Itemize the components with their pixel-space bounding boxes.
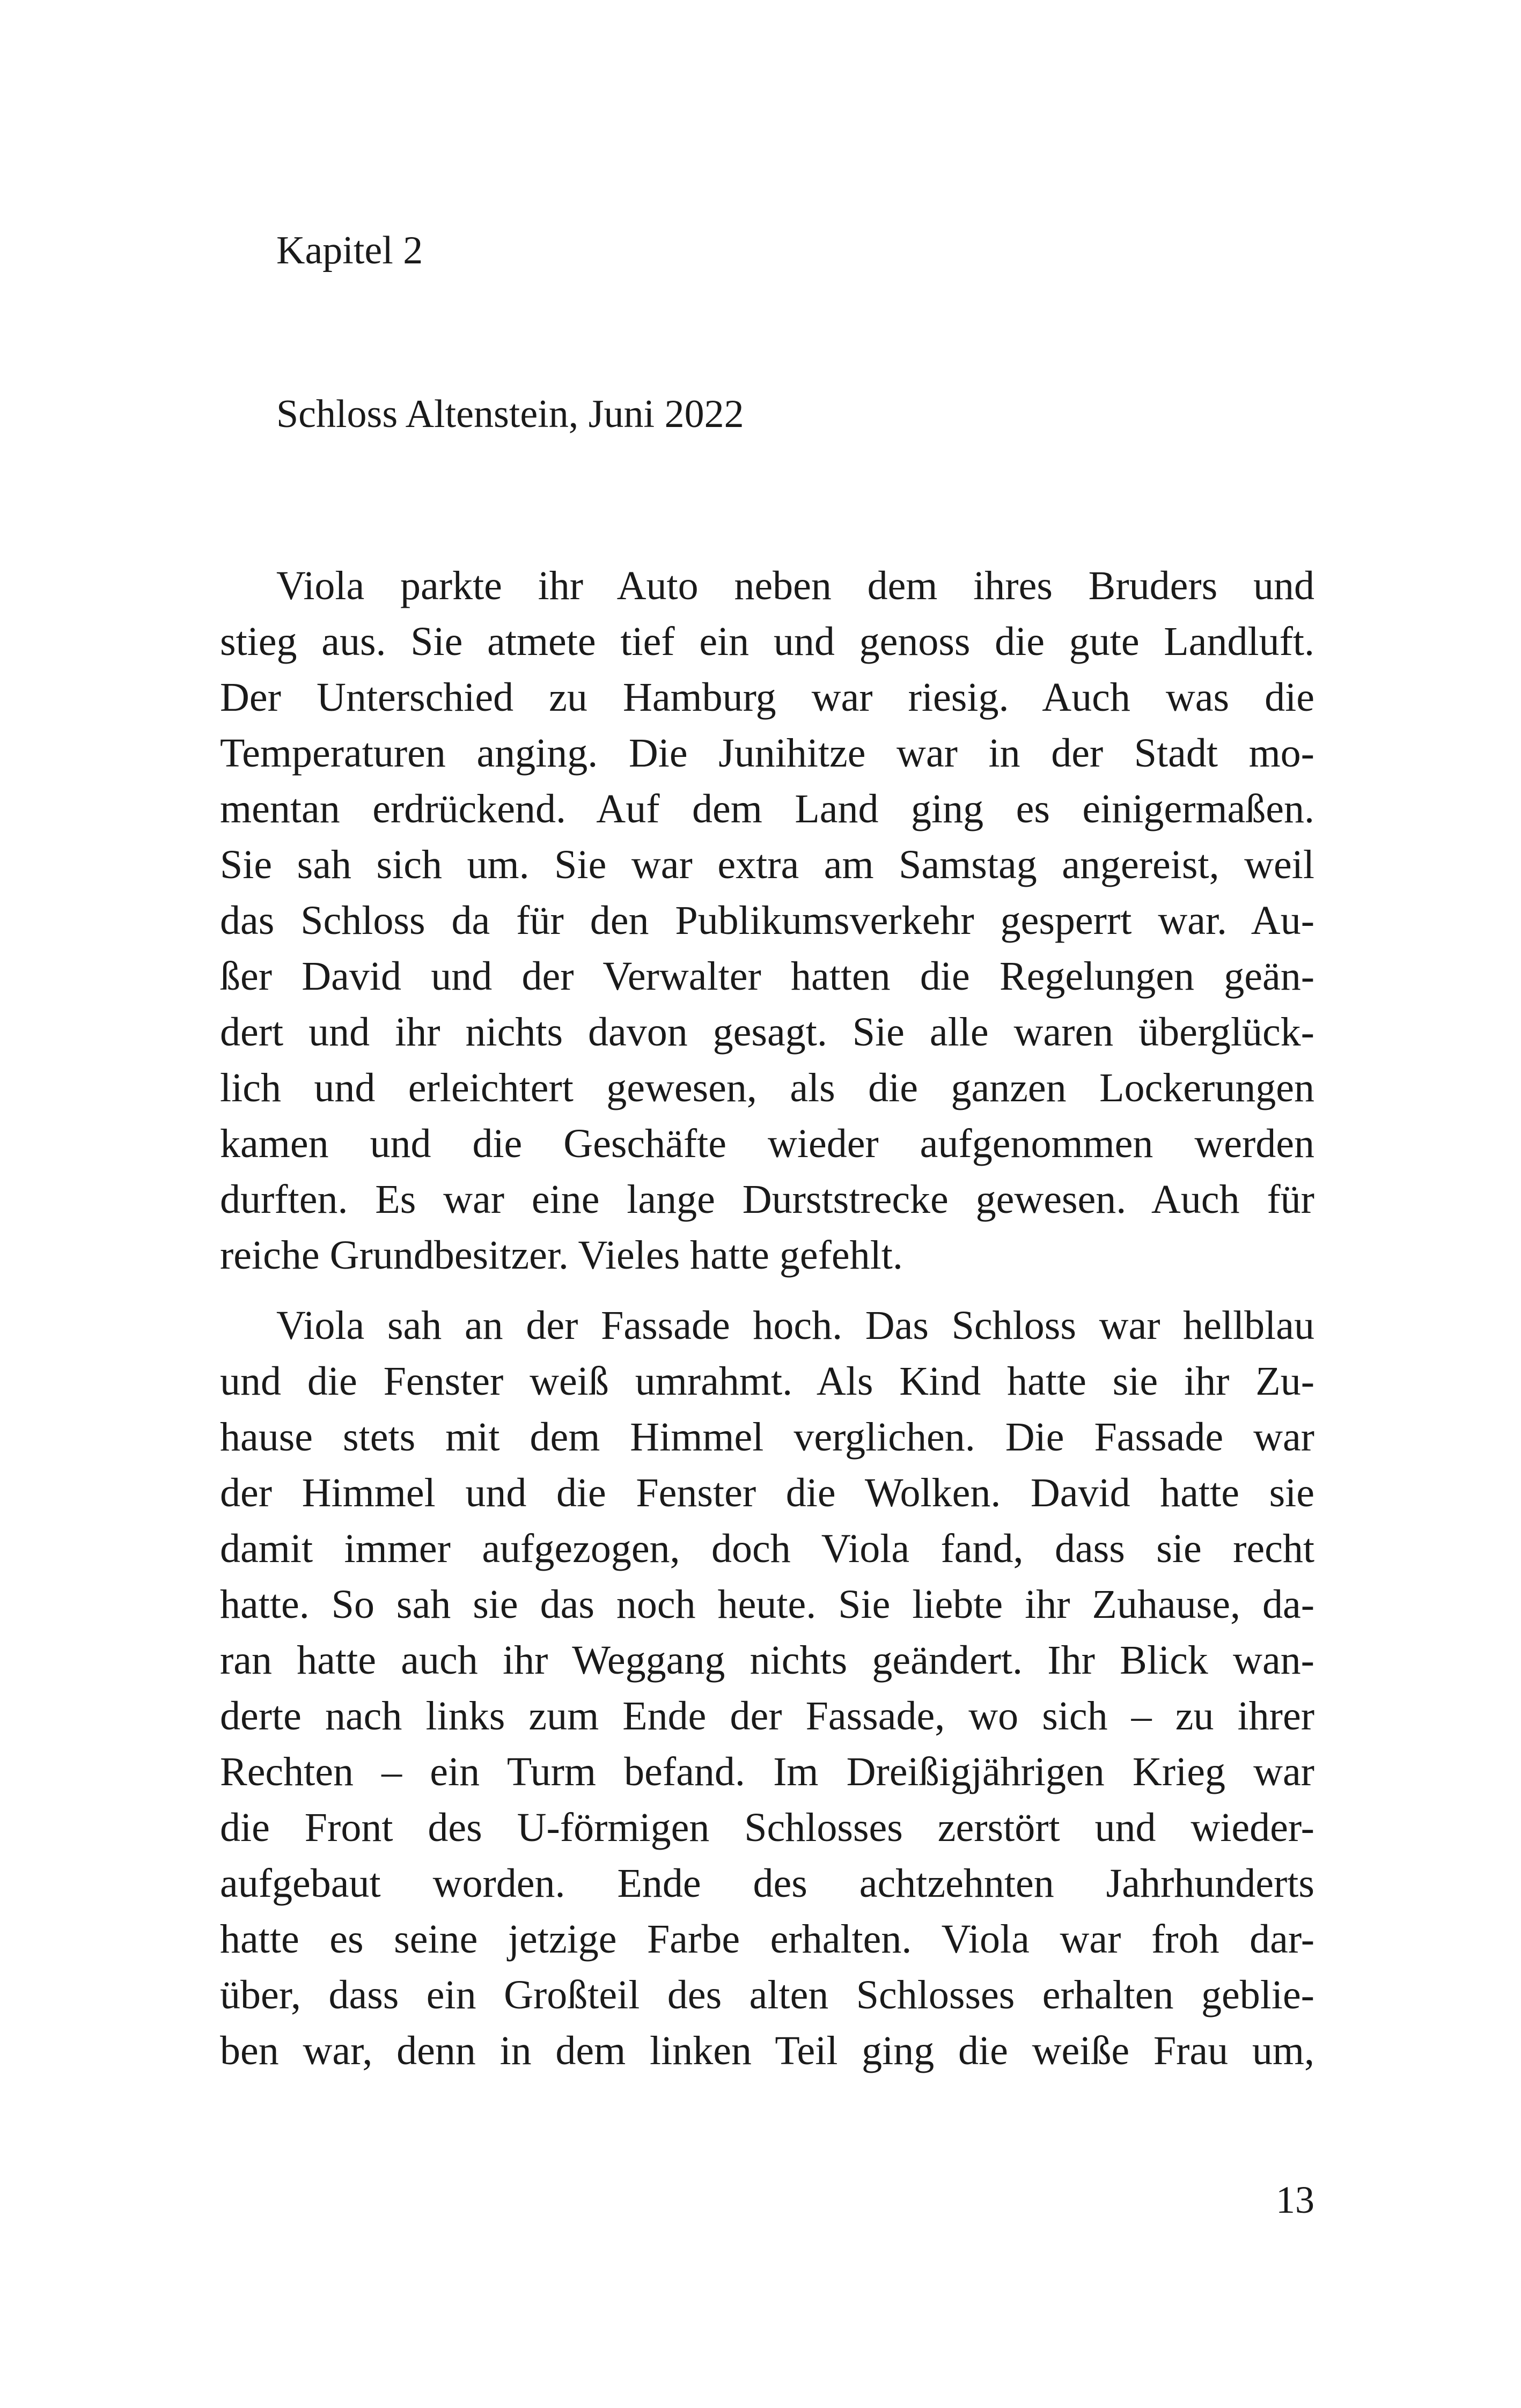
text-line: Viola parkte ihr Auto neben dem ihres Bruders und xyxy=(276,563,1314,608)
text-line: hause stets mit dem Himmel verglichen. Die Fassade war xyxy=(220,1415,1314,1460)
text-line: Sie sah sich um. Sie war extra am Samstag angereist, weil xyxy=(220,842,1314,887)
text-line: mentan erdrückend. Auf dem Land ging es einigermaßen. xyxy=(220,786,1314,831)
chapter-title: Kapitel 2 xyxy=(276,229,423,273)
text-line: Rechten – ein Turm befand. Im Dreißigjährigen Krieg war xyxy=(220,1749,1314,1794)
text-line: das Schloss da für den Publikumsverkehr gesperrt war. Au- xyxy=(220,898,1314,943)
chapter-place-date: Schloss Altenstein, Juni 2022 xyxy=(276,392,744,436)
text-line: hatte es seine jetzige Farbe erhalten. Viola war froh dar- xyxy=(220,1917,1314,1962)
text-line: und die Fenster weiß umrahmt. Als Kind hatte sie ihr Zu- xyxy=(220,1359,1314,1404)
text-line: lich und erleichtert gewesen, als die ganzen Lockerungen xyxy=(220,1065,1314,1110)
text-line: derte nach links zum Ende der Fassade, wo sich – zu ihrer xyxy=(220,1693,1314,1739)
body-text xyxy=(220,558,1314,2079)
text-line: ben war, denn in dem linken Teil ging die weiße Frau um, xyxy=(220,2028,1314,2073)
text-line: ran hatte auch ihr Weggang nichts geändert. Ihr Blick wan- xyxy=(220,1638,1314,1683)
text-line: Der Unterschied zu Hamburg war riesig. Auch was die xyxy=(220,675,1314,720)
text-line: Viola sah an der Fassade hoch. Das Schloss war hellblau xyxy=(276,1303,1314,1348)
text-line: der Himmel und die Fenster die Wolken. David hatte sie xyxy=(220,1470,1314,1515)
page-number: 13 xyxy=(1276,2178,1314,2221)
text-line: über, dass ein Großteil des alten Schlosses erhalten geblie- xyxy=(220,1972,1314,2017)
paragraph-1 xyxy=(220,558,1314,1283)
text-line: dert und ihr nichts davon gesagt. Sie alle waren überglück- xyxy=(220,1010,1314,1055)
text-line: hatte. So sah sie das noch heute. Sie liebte ihr Zuhause, da- xyxy=(220,1582,1314,1627)
paragraph-2 xyxy=(220,1298,1314,2079)
text-line: reiche Grundbesitzer. Vieles hatte gefehlt. xyxy=(220,1233,903,1278)
text-line: stieg aus. Sie atmete tief ein und genoss die gute Landluft. xyxy=(220,619,1314,664)
text-line: damit immer aufgezogen, doch Viola fand, dass sie recht xyxy=(220,1526,1314,1571)
text-line: kamen und die Geschäfte wieder aufgenommen werden xyxy=(220,1121,1314,1166)
text-line: ßer David und der Verwalter hatten die Regelungen geän- xyxy=(220,954,1314,999)
text-line: Temperaturen anging. Die Junihitze war in der Stadt mo- xyxy=(220,731,1314,776)
text-line: durften. Es war eine lange Durststrecke gewesen. Auch für xyxy=(220,1177,1314,1222)
text-line: die Front des U-förmigen Schlosses zerstört und wieder- xyxy=(220,1805,1314,1850)
text-line: aufgebaut worden. Ende des achtzehnten Jahrhunderts xyxy=(220,1861,1314,1906)
